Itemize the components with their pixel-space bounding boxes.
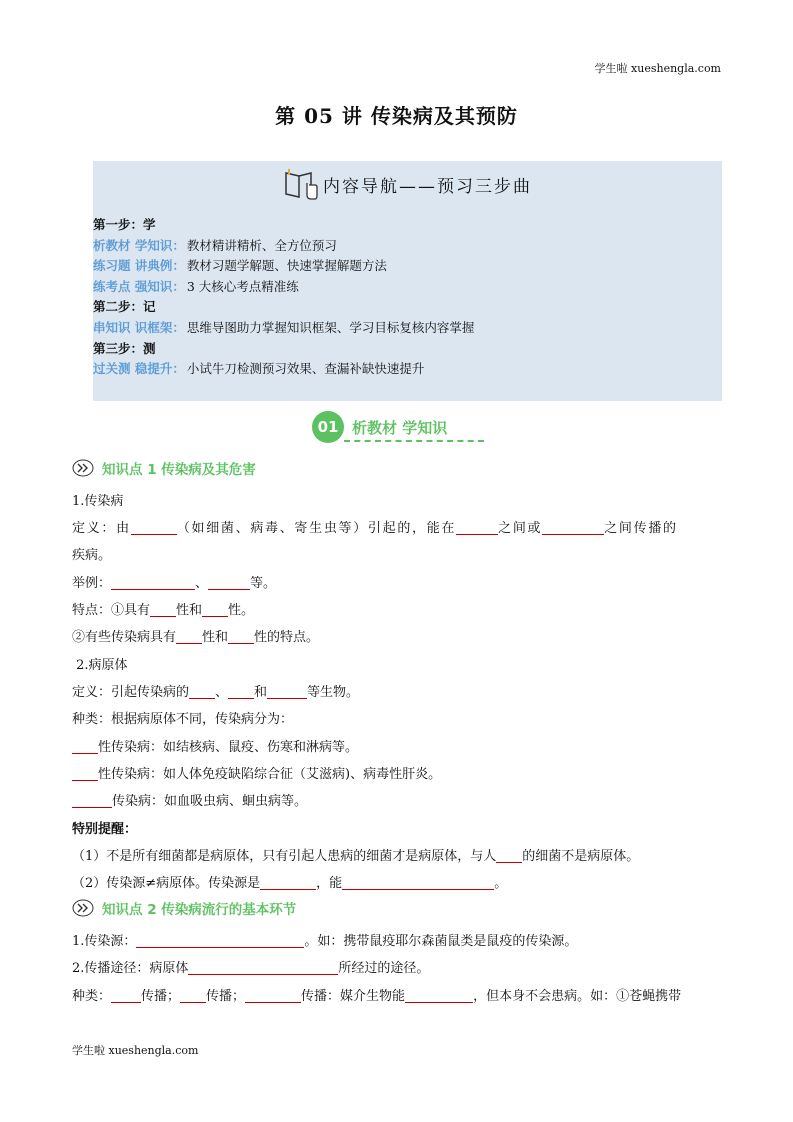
site-header: 学生啦 xueshengla.com [594, 62, 721, 75]
text-span: 种类： [72, 989, 112, 1004]
fill-blank [202, 602, 228, 617]
text-line [72, 872, 722, 891]
fill-blank [405, 988, 473, 1003]
knowledge-point-title: 知识点 1 传染病及其危害 [102, 462, 256, 478]
text-span: 定义：引起传染病的 [72, 685, 190, 700]
text-span: 定义：由 [72, 521, 131, 536]
nav-item [93, 236, 474, 257]
nav-item-text: 小试牛刀检测预习效果、查漏补缺快速提升 [186, 361, 425, 377]
nav-step-2: 第二步：记 [93, 299, 156, 315]
text-line: 2.病原体 [72, 658, 128, 673]
knowledge-point-title: 知识点 2 传染病流行的基本环节 [102, 902, 297, 918]
fill-blank [136, 933, 304, 948]
nav-item-text: 3 大核心考点精准练 [186, 278, 299, 294]
text-span: 。 [494, 876, 508, 891]
fill-blank [208, 575, 250, 590]
nav-item-label: 串知识 识框架： [93, 319, 185, 335]
section-number-badge: 01 [312, 411, 344, 443]
text-span: 性传染病：如人体免疫缺陷综合征（艾滋病)、病毒性肝炎。 [98, 767, 442, 782]
section-dashed-underline [344, 440, 484, 442]
text-span: 性和 [176, 603, 203, 618]
text-span: 举例： [72, 576, 112, 591]
section-title: 析教材 学知识 [352, 418, 448, 437]
knowledge-point-2-heading [72, 898, 296, 918]
text-line [72, 681, 722, 700]
text-span: 等。 [250, 576, 277, 591]
text-span: 和 [254, 685, 268, 700]
text-line: 1.传染病 [72, 494, 124, 509]
text-span: 之间或 [498, 521, 543, 536]
fill-blank [72, 793, 112, 808]
nav-step-1: 第一步：学 [93, 217, 156, 232]
knowledge-point-1-heading [72, 458, 256, 478]
text-span: ，能 [316, 876, 343, 891]
nav-item-text: 教材精讲精析、全方位预习 [186, 237, 337, 253]
text-span: 传播：媒介生物能 [301, 989, 406, 1004]
fill-blank [245, 988, 301, 1003]
fill-blank [496, 848, 522, 863]
text-line: 种类：根据病原体不同，传染病分为： [72, 712, 294, 727]
nav-item-label: 过关测 稳提升： [93, 361, 185, 377]
text-span: 传播； [141, 989, 181, 1004]
text-span: 传播； [206, 989, 246, 1004]
fill-blank [228, 684, 254, 699]
text-line [72, 626, 722, 645]
text-line [72, 599, 722, 618]
text-line [72, 763, 722, 782]
text-span: ，但本身不会患病。如：①苍蝇携带 [473, 989, 682, 1004]
text-span: 的细菌不是病原体。 [522, 849, 640, 864]
fill-blank [342, 875, 494, 890]
site-footer: 学生啦 xueshengla.com [72, 1044, 199, 1057]
text-line [72, 736, 722, 755]
text-line [72, 985, 722, 1004]
text-line [72, 845, 722, 864]
fill-blank [542, 520, 604, 535]
fill-blank [111, 988, 141, 1003]
fill-blank [228, 629, 254, 644]
text-span: 特点：①具有 [72, 603, 151, 618]
text-line [72, 957, 722, 976]
text-span: 等生物。 [307, 685, 360, 700]
text-span: 、 [195, 576, 209, 591]
text-span: 性和 [202, 630, 229, 645]
text-span: （如细菌、病毒、寄生虫等）引起的，能在 [176, 521, 457, 536]
nav-item [93, 359, 474, 380]
section-banner [312, 410, 447, 444]
special-note-heading: 特别提醒： [72, 822, 138, 837]
nav-list [93, 215, 474, 380]
nav-item-label: 练习题 讲典例： [93, 258, 185, 274]
text-line: 疾病。 [72, 548, 112, 563]
text-span: （2）传染源≠病原体。传染源是 [72, 876, 261, 891]
nav-heading [93, 167, 722, 201]
fill-blank [260, 875, 316, 890]
fill-blank [189, 684, 215, 699]
text-span: 2.传播途径：病原体 [72, 961, 189, 976]
text-span: 、 [215, 685, 229, 700]
nav-item [93, 277, 474, 298]
double-chevron-icon [72, 459, 94, 477]
text-span: 。如：携带鼠疫耶尔森菌鼠类是鼠疫的传染源。 [304, 934, 578, 949]
text-line [72, 572, 722, 591]
page-title: 第 05 讲 传染病及其预防 [275, 104, 518, 128]
fill-blank [176, 629, 202, 644]
text-span: 1.传染源： [72, 934, 137, 949]
fill-blank [150, 602, 176, 617]
fill-blank [180, 988, 206, 1003]
nav-step-3: 第三步：测 [93, 340, 156, 356]
nav-item [93, 318, 474, 339]
nav-item-text: 教材习题学解题、快速掌握解题方法 [186, 258, 387, 274]
fill-blank [131, 520, 177, 535]
nav-item-label: 练考点 强知识： [93, 278, 185, 294]
nav-item [93, 256, 474, 277]
content-navigation-box [93, 161, 722, 401]
fill-blank [188, 960, 338, 975]
text-span: ②有些传染病具有 [72, 630, 177, 645]
text-span: 传染病：如血吸虫病、蛔虫病等。 [112, 794, 308, 809]
text-span: 性。 [228, 603, 255, 618]
text-line [72, 930, 722, 949]
text-line [72, 790, 722, 809]
book-hand-icon [283, 167, 319, 201]
nav-heading-text: 内容导航——预习三步曲 [323, 176, 532, 197]
fill-blank [72, 739, 98, 754]
text-span: 性的特点。 [254, 630, 320, 645]
fill-blank [267, 684, 307, 699]
fill-blank [456, 520, 498, 535]
text-span: 所经过的途径。 [338, 961, 430, 976]
fill-blank [72, 766, 98, 781]
text-span: 之间传播的 [604, 521, 678, 536]
text-span: 性传染病：如结核病、鼠疫、伤寒和淋病等。 [98, 740, 359, 755]
text-line [72, 517, 722, 536]
nav-item-label: 析教材 学知识： [93, 237, 185, 253]
double-chevron-icon [72, 899, 94, 917]
nav-item-text: 思维导图助力掌握知识框架、学习目标复核内容掌握 [186, 319, 475, 335]
text-span: （1）不是所有细菌都是病原体，只有引起人患病的细菌才是病原体，与人 [72, 849, 497, 864]
fill-blank [111, 575, 195, 590]
